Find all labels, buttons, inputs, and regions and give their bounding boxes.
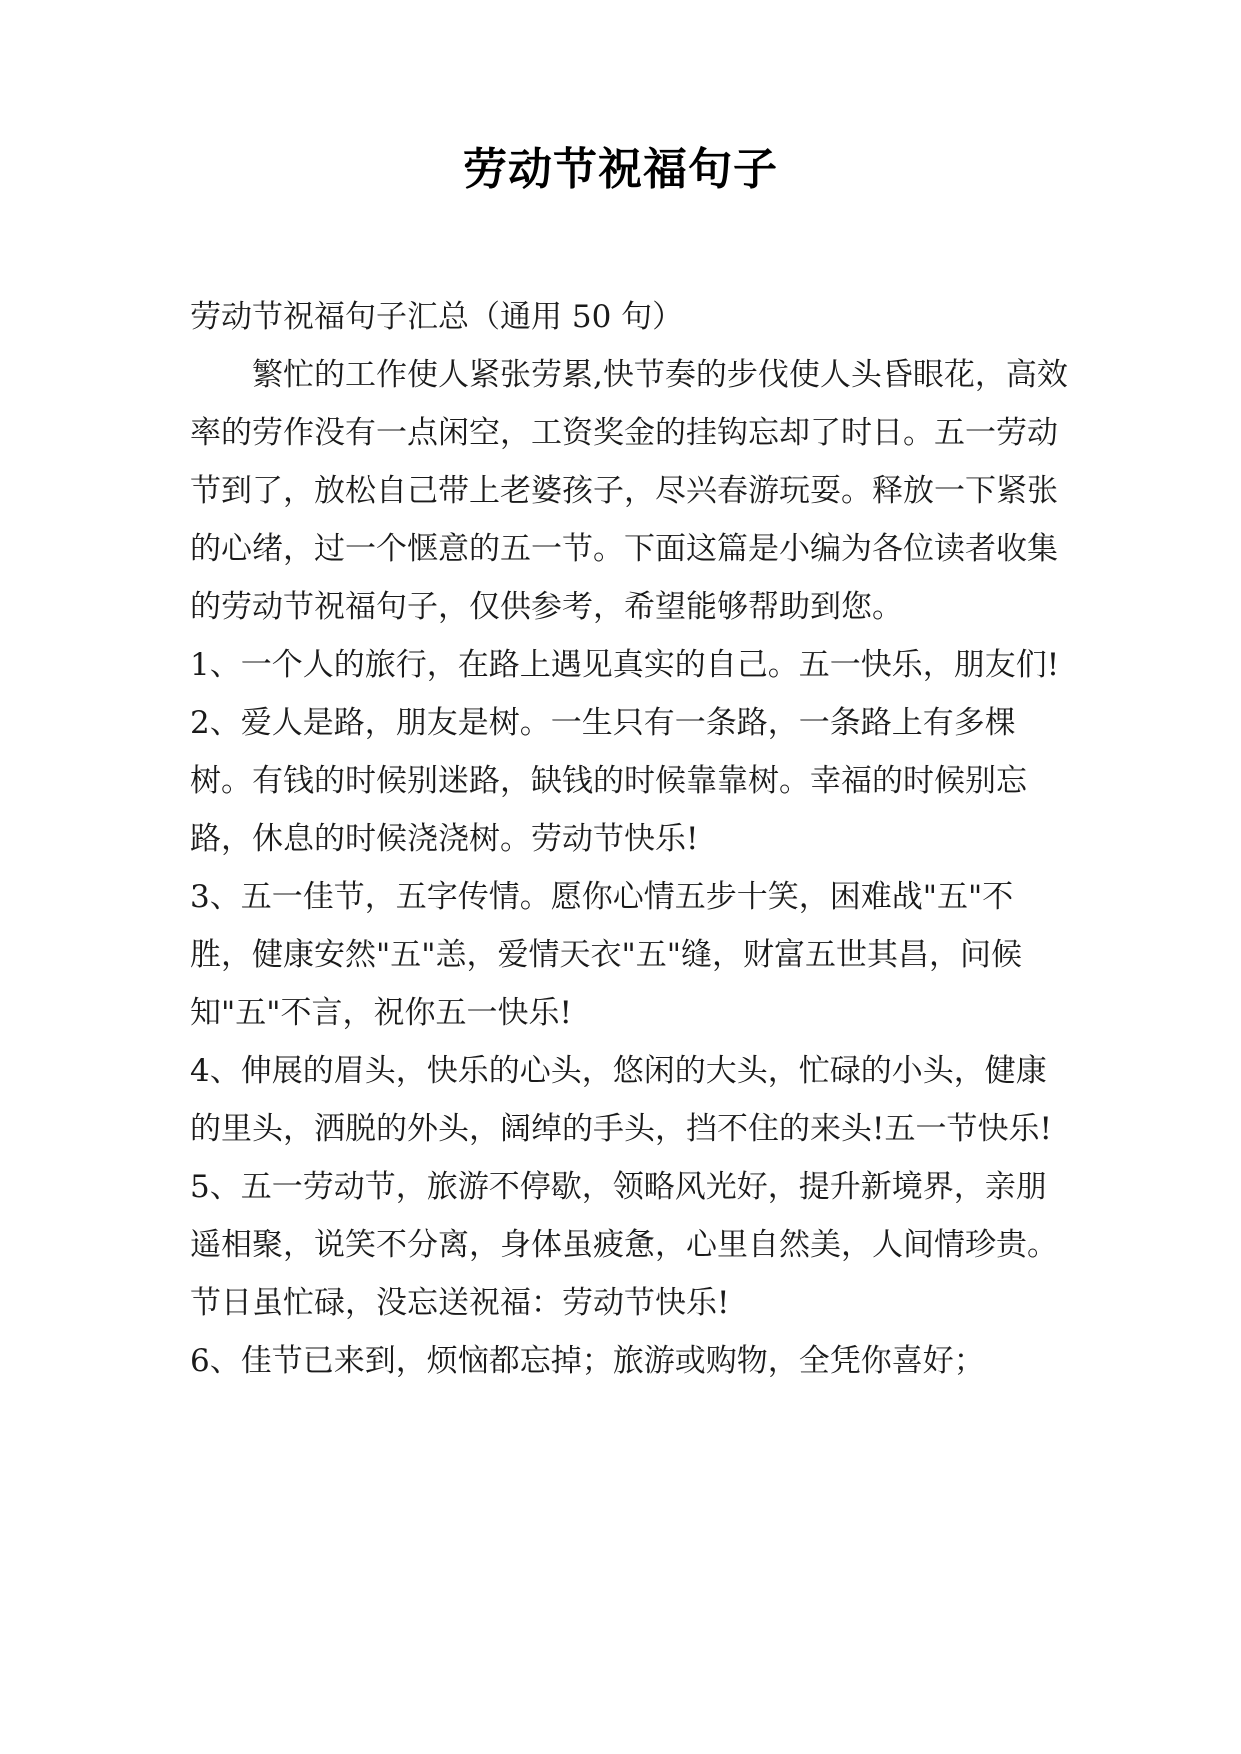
document-title: 劳动节祝福句子 xyxy=(463,144,778,195)
list-item: 2、爱人是路，朋友是树。一生只有一条路，一条路上有多棵树。有钱的时候别迷路，缺钱的时候靠靠树。幸福的时候别忘路，休息的时候浇浇树。劳动节快乐! xyxy=(190,705,1027,857)
list-item: 6、佳节已来到，烦恼都忘掉；旅游或购物，全凭你喜好； xyxy=(190,1343,985,1379)
list-item: 1、一个人的旅行，在路上遇见真实的自己。五一快乐，朋友们! xyxy=(190,647,1060,683)
list-item: 5、五一劳动节，旅游不停歇，领略风光好，提升新境界，亲朋遥相聚，说笑不分离，身体虽疲惫，心里自然美，人间情珍贵。节日虽忙碌，没忘送祝福：劳动节快乐! xyxy=(190,1169,1058,1321)
intro-paragraph: 繁忙的工作使人紧张劳累,快节奏的步伐使人头昏眼花，高效率的劳作没有一点闲空，工资奖金的挂钩忘却了时日。五一劳动节到了，放松自己带上老婆孩子，尽兴春游玩耍。释放一下紧张的心绪，过一个惬意的五一节。下面这篇是小编为各位读者收集的劳动节祝福句子，仅供参考，希望能够帮助到您。 xyxy=(190,357,1068,625)
list-item: 3、五一佳节，五字传情。愿你心情五步十笑，困难战"五"不胜，健康安然"五"恙，爱情天衣"五"缝，财富五世其昌，问候知"五"不言，祝你五一快乐! xyxy=(190,879,1023,1031)
list-item: 4、伸展的眉头，快乐的心头，悠闲的大头，忙碌的小头，健康的里头，洒脱的外头，阔绰的手头，挡不住的来头!五一节快乐! xyxy=(190,1053,1052,1147)
document-body xyxy=(190,288,1070,1390)
document-subtitle: 劳动节祝福句子汇总（通用 50 句） xyxy=(190,299,684,335)
